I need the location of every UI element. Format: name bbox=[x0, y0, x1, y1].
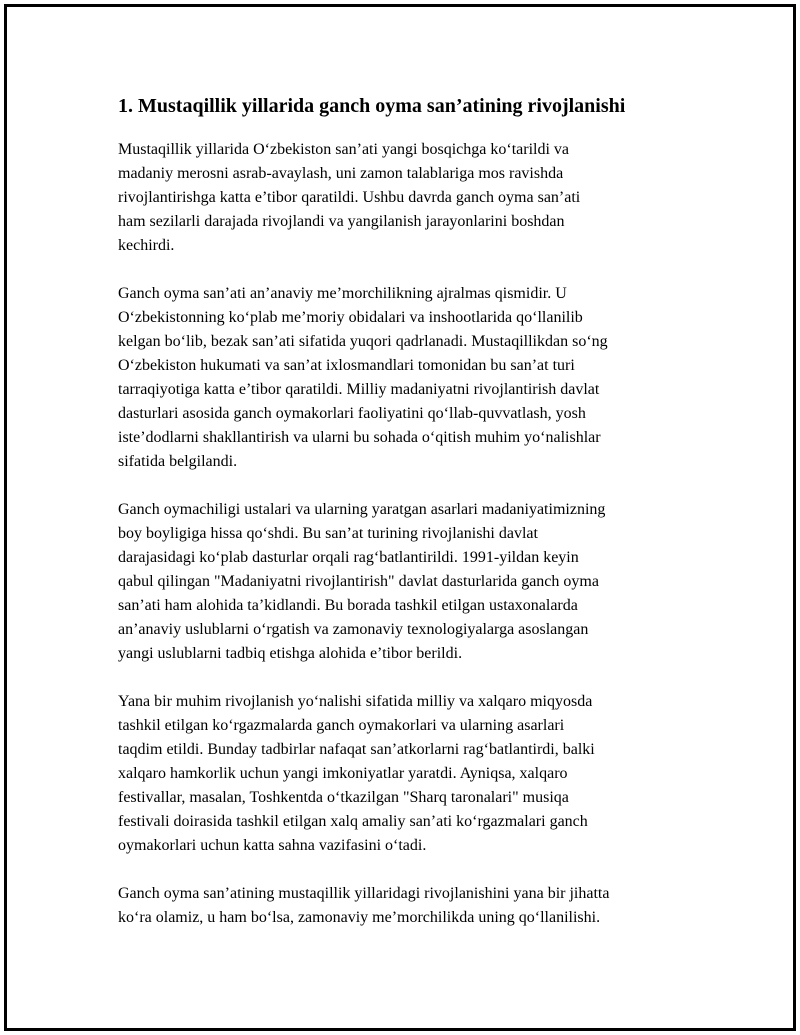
paragraph-line: O‘zbekistonning ko‘plab me’moriy obidalari va inshootlarida qo‘llanilib bbox=[118, 309, 583, 326]
paragraph-line: an’anaviy uslublarni o‘rgatish va zamonaviy texnologiyalarga asoslangan bbox=[118, 621, 589, 638]
paragraph-line: Ganch oyma san’atining mustaqillik yillaridagi rivojlanishini yana bir jihatta bbox=[118, 885, 610, 902]
paragraph-line: boy boyligiga hissa qo‘shdi. Bu san’at turining rivojlanishi davlat bbox=[118, 525, 538, 542]
paragraph-line: festivali doirasida tashkil etilgan xalq amaliy san’ati ko‘rgazmalari ganch bbox=[118, 813, 588, 830]
document-body bbox=[118, 92, 693, 954]
paragraph-line: kechirdi. bbox=[118, 237, 175, 254]
paragraph-5 bbox=[118, 882, 693, 930]
paragraph-line: qabul qilingan "Madaniyatni rivojlantirish" davlat dasturlarida ganch oyma bbox=[118, 573, 599, 590]
paragraph-line: taqdim etildi. Bunday tadbirlar nafaqat san’atkorlarni rag‘batlantirdi, balki bbox=[118, 741, 595, 758]
paragraph-line: tarraqiyotiga katta e’tibor qaratildi. Milliy madaniyatni rivojlantirish davlat bbox=[118, 381, 600, 398]
paragraph-line: dasturlari asosida ganch oymakorlari faoliyatini qo‘llab-quvvatlash, yosh bbox=[118, 405, 586, 422]
paragraph-line: darajasidagi ko‘plab dasturlar orqali rag‘batlantirildi. 1991-yildan keyin bbox=[118, 549, 579, 566]
paragraph-3 bbox=[118, 498, 693, 666]
paragraph-line: Ganch oymachiligi ustalari va ularning yaratgan asarlari madaniyatimizning bbox=[118, 501, 606, 518]
paragraph-line: ham sezilarli darajada rivojlandi va yangilanish jarayonlarini boshdan bbox=[118, 213, 565, 230]
paragraph-line: tashkil etilgan ko‘rgazmalarda ganch oymakorlari va ularning asarlari bbox=[118, 717, 565, 734]
paragraph-4 bbox=[118, 690, 693, 858]
paragraph-line: yangi uslublarni tadbiq etishga alohida e’tibor berildi. bbox=[118, 645, 463, 662]
paragraph-line: O‘zbekiston hukumati va san’at ixlosmandlari tomonidan bu san’at turi bbox=[118, 357, 575, 374]
paragraph-line: Ganch oyma san’ati an’anaviy me’morchilikning ajralmas qismidir. U bbox=[118, 285, 567, 302]
section-title: 1. Mustaqillik yillarida ganch oyma san’atining rivojlanishi bbox=[118, 95, 626, 117]
paragraph-1 bbox=[118, 138, 693, 258]
paragraph-line: festivallar, masalan, Toshkentda o‘tkazilgan "Sharq taronalari" musiqa bbox=[118, 789, 569, 806]
paragraph-line: iste’dodlarni shakllantirish va ularni bu sohada o‘qitish muhim yo‘nalishlar bbox=[118, 429, 601, 446]
paragraph-line: kelgan bo‘lib, bezak san’ati sifatida yuqori qadrlanadi. Mustaqillikdan so‘ng bbox=[118, 333, 608, 350]
paragraph-line: sifatida belgilandi. bbox=[118, 453, 238, 470]
paragraph-line: xalqaro hamkorlik uchun yangi imkoniyatlar yaratdi. Ayniqsa, xalqaro bbox=[118, 765, 568, 782]
paragraph-line: ko‘ra olamiz, u ham bo‘lsa, zamonaviy me’morchilikda uning qo‘llanilishi. bbox=[118, 909, 601, 926]
paragraph-2 bbox=[118, 282, 693, 474]
paragraph-line: madaniy merosni asrab-avaylash, uni zamon talablariga mos ravishda bbox=[118, 165, 564, 182]
paragraph-line: Yana bir muhim rivojlanish yo‘nalishi sifatida milliy va xalqaro miqyosda bbox=[118, 693, 593, 710]
paragraph-line: san’ati ham alohida ta’kidlandi. Bu borada tashkil etilgan ustaxonalarda bbox=[118, 597, 578, 614]
paragraph-line: Mustaqillik yillarida O‘zbekiston san’ati yangi bosqichga ko‘tarildi va bbox=[118, 141, 570, 158]
paragraph-line: oymakorlari uchun katta sahna vazifasini o‘tadi. bbox=[118, 837, 427, 854]
paragraph-line: rivojlantirishga katta e’tibor qaratildi. Ushbu davrda ganch oyma san’ati bbox=[118, 189, 581, 206]
